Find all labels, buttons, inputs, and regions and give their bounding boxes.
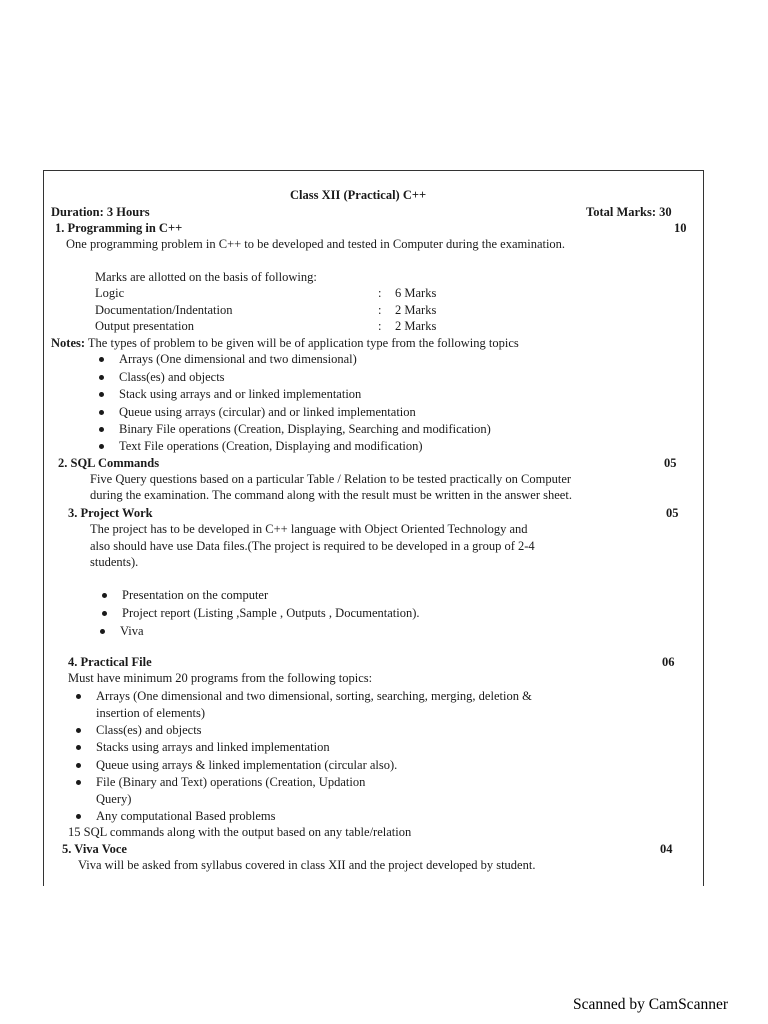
marks-allot-intro: Marks are allotted on the basis of following: [95, 270, 317, 284]
section-2-marks: 05 [664, 456, 677, 470]
allot-value-output: 2 Marks [395, 319, 437, 333]
section-3-marks: 05 [666, 506, 679, 520]
sql-commands-line: 15 SQL commands along with the output based on any table/relation [68, 825, 412, 839]
section-2-desc: Five Query questions based on a particular Table / Relation to be tested practically on Computer [90, 472, 572, 486]
practical-item: Queue using arrays & linked implementation (circular also). [96, 758, 398, 772]
practical-item-cont: Query) [96, 792, 132, 806]
section-1-heading: 1. Programming in C++ [55, 221, 183, 235]
topic-item: Stack using arrays and or linked implementation [119, 387, 362, 401]
topic-item: Text File operations (Creation, Displaying and modification) [119, 439, 423, 453]
section-5-desc: Viva will be asked from syllabus covered in class XII and the project developed by student. [78, 858, 536, 872]
scanner-watermark: Scanned by CamScanner [573, 996, 728, 1013]
practical-item: Arrays (One dimensional and two dimensional, sorting, searching, merging, deletion & [96, 689, 532, 703]
practical-item: Stacks using arrays and linked implementation [96, 740, 330, 754]
notes-line: Notes: The types of problem to be given will be of application type from the following topics [51, 336, 519, 350]
allot-sep: : [378, 319, 382, 333]
section-1-marks: 10 [674, 221, 687, 235]
project-item: Viva [120, 624, 144, 638]
topic-item: Arrays (One dimensional and two dimensional) [119, 352, 357, 366]
practical-item: Class(es) and objects [96, 723, 202, 737]
section-4-heading: 4. Practical File [68, 655, 152, 669]
practical-item-cont: insertion of elements) [96, 706, 205, 720]
section-5-marks: 04 [660, 842, 673, 856]
page-title: Class XII (Practical) C++ [290, 188, 427, 202]
allot-sep: : [378, 286, 382, 300]
allot-value-documentation: 2 Marks [395, 303, 437, 317]
section-2-heading: 2. SQL Commands [58, 456, 160, 470]
allot-sep: : [378, 303, 382, 317]
project-item: Presentation on the computer [122, 588, 269, 602]
topic-item: Binary File operations (Creation, Displaying, Searching and modification) [119, 422, 491, 436]
section-1-desc: One programming problem in C++ to be developed and tested in Computer during the examination. [66, 237, 566, 251]
section-2-desc: during the examination. The command along with the result must be written in the answer sheet. [90, 488, 572, 502]
section-4-marks: 06 [662, 655, 675, 669]
practical-item: File (Binary and Text) operations (Creation, Updation [96, 775, 366, 789]
section-5-heading: 5. Viva Voce [62, 842, 127, 856]
project-item: Project report (Listing ,Sample , Outputs , Documentation). [122, 606, 420, 620]
notes-text: The types of problem to be given will be of application type from the following topics [87, 336, 519, 350]
allot-value-logic: 6 Marks [395, 286, 437, 300]
section-3-desc: students). [90, 555, 139, 569]
topic-item: Queue using arrays (circular) and or linked implementation [119, 405, 416, 419]
practical-item: Any computational Based problems [96, 809, 276, 823]
allot-label-documentation: Documentation/Indentation [95, 303, 233, 317]
topic-item: Class(es) and objects [119, 370, 225, 384]
section-4-intro: Must have minimum 20 programs from the following topics: [68, 671, 373, 685]
duration-label: Duration: 3 Hours [51, 205, 150, 219]
section-3-desc: The project has to be developed in C++ language with Object Oriented Technology and [90, 522, 528, 536]
section-3-desc: also should have use Data files.(The project is required to be developed in a group of 2-4 [90, 539, 535, 553]
section-3-heading: 3. Project Work [68, 506, 153, 520]
total-marks-label: Total Marks: 30 [586, 205, 672, 219]
allot-label-logic: Logic [95, 286, 125, 300]
allot-label-output: Output presentation [95, 319, 194, 333]
